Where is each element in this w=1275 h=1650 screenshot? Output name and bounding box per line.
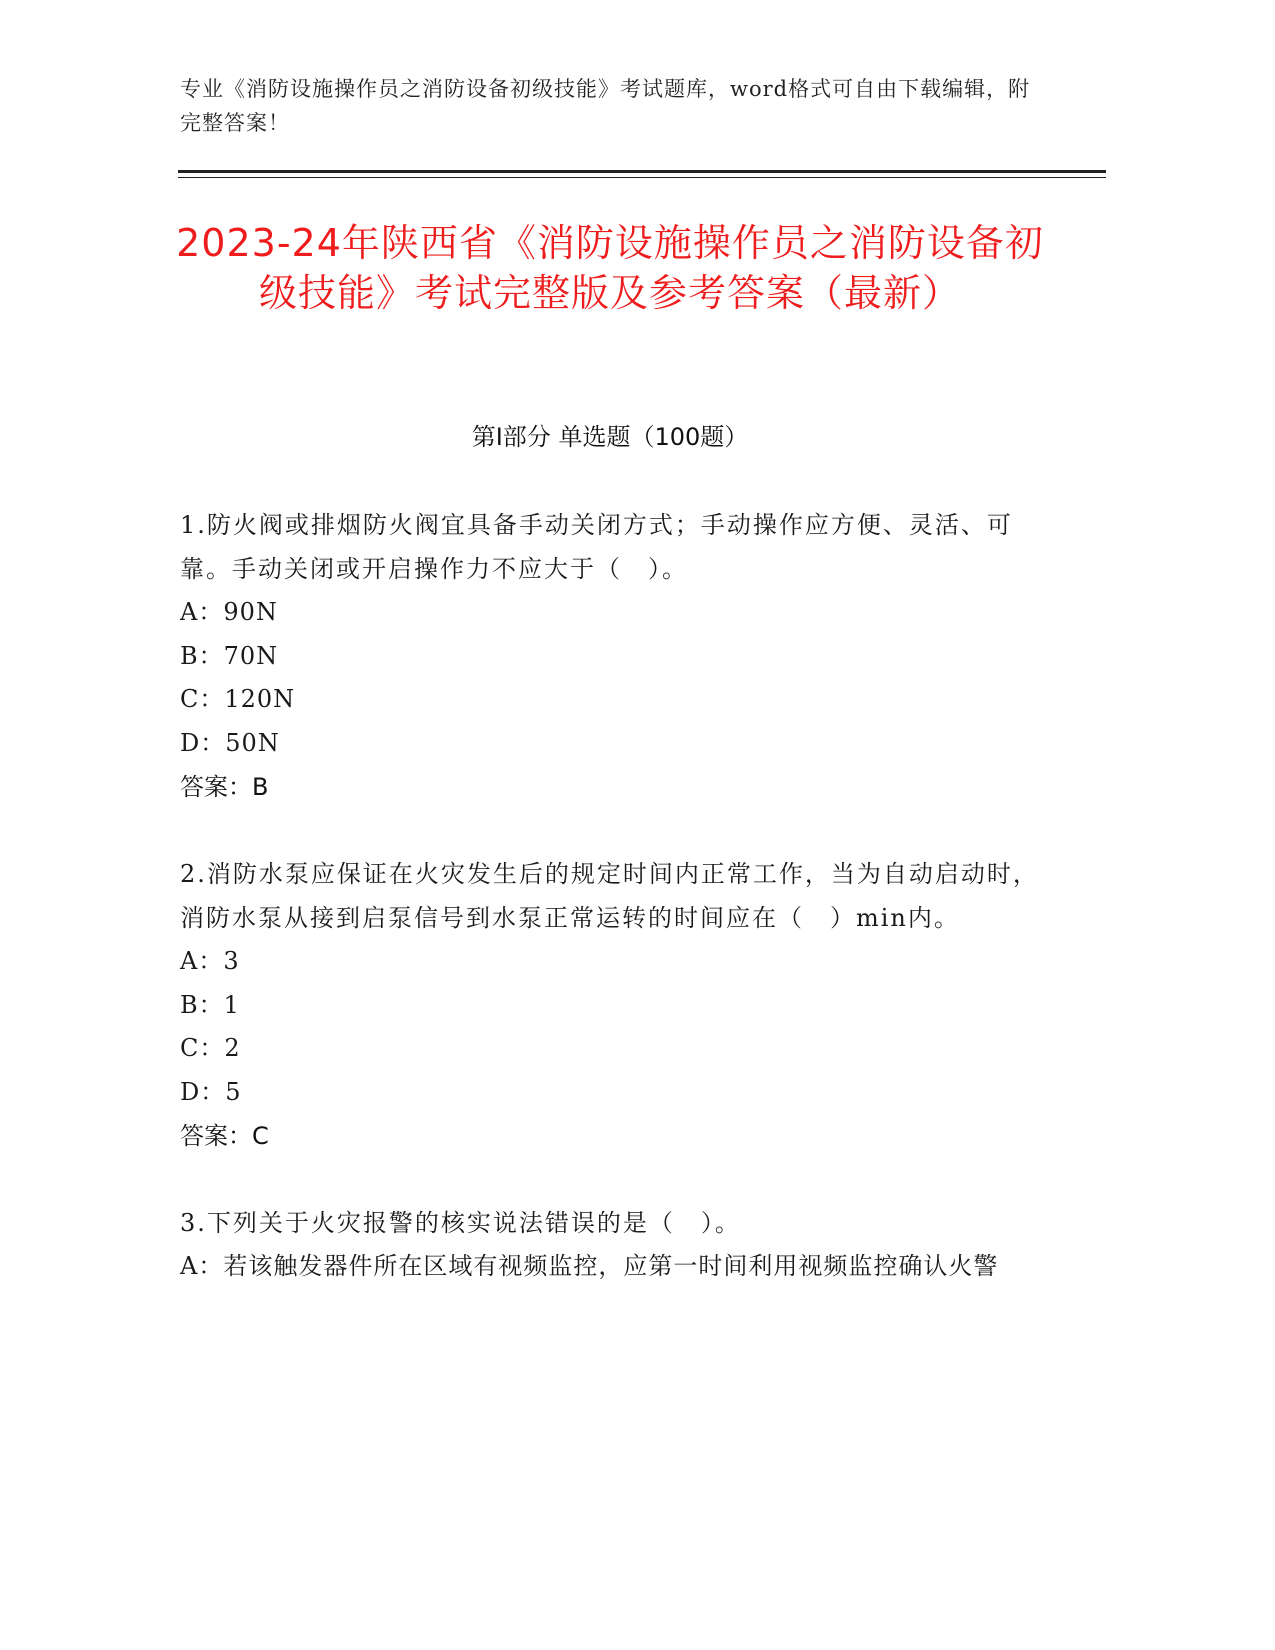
question-stem: 3.下列关于火灾报警的核实说法错误的是（ ）。	[180, 1209, 741, 1237]
answer: 答案：B	[180, 773, 269, 801]
question-3	[180, 1201, 1040, 1289]
question-stem: 2.消防水泵应保证在火灾发生后的规定时间内正常工作，当为自动启动时，消防水泵从接到启泵信号到水泵正常运转的时间应在（ ）min内。	[180, 860, 1039, 932]
header-rule-thick	[178, 170, 1106, 173]
header-rule-thin	[178, 177, 1106, 178]
document-title: 2023-24年陕西省《消防设施操作员之消防设备初级技能》考试完整版及参考答案（最新）	[176, 221, 1044, 315]
option-a: A：若该触发器件所在区域有视频监控，应第一时间利用视频监控确认火警	[180, 1252, 999, 1280]
option-c: C：2	[180, 1034, 241, 1062]
question-1	[180, 503, 1040, 809]
option-d: D：5	[180, 1077, 242, 1106]
option-a: A：3	[180, 947, 240, 975]
question-list	[180, 503, 1040, 1332]
question-2	[180, 852, 1040, 1158]
answer: 答案：C	[180, 1122, 269, 1150]
header-note: 专业《消防设施操作员之消防设备初级技能》考试题库，word格式可自由下载编辑，附完整答案！	[180, 77, 1031, 135]
option-c: C：120N	[180, 685, 296, 713]
question-stem: 1.防火阀或排烟防火阀宜具备手动关闭方式；手动操作应方便、灵活、可靠。手动关闭或开启操作力不应大于（ ）。	[180, 511, 1013, 583]
option-b: B：70N	[180, 641, 279, 670]
option-b: B：1	[180, 990, 240, 1019]
section-title: 第I部分 单选题（100题）	[471, 423, 749, 451]
option-d: D：50N	[180, 728, 280, 757]
option-a: A：90N	[180, 598, 278, 626]
